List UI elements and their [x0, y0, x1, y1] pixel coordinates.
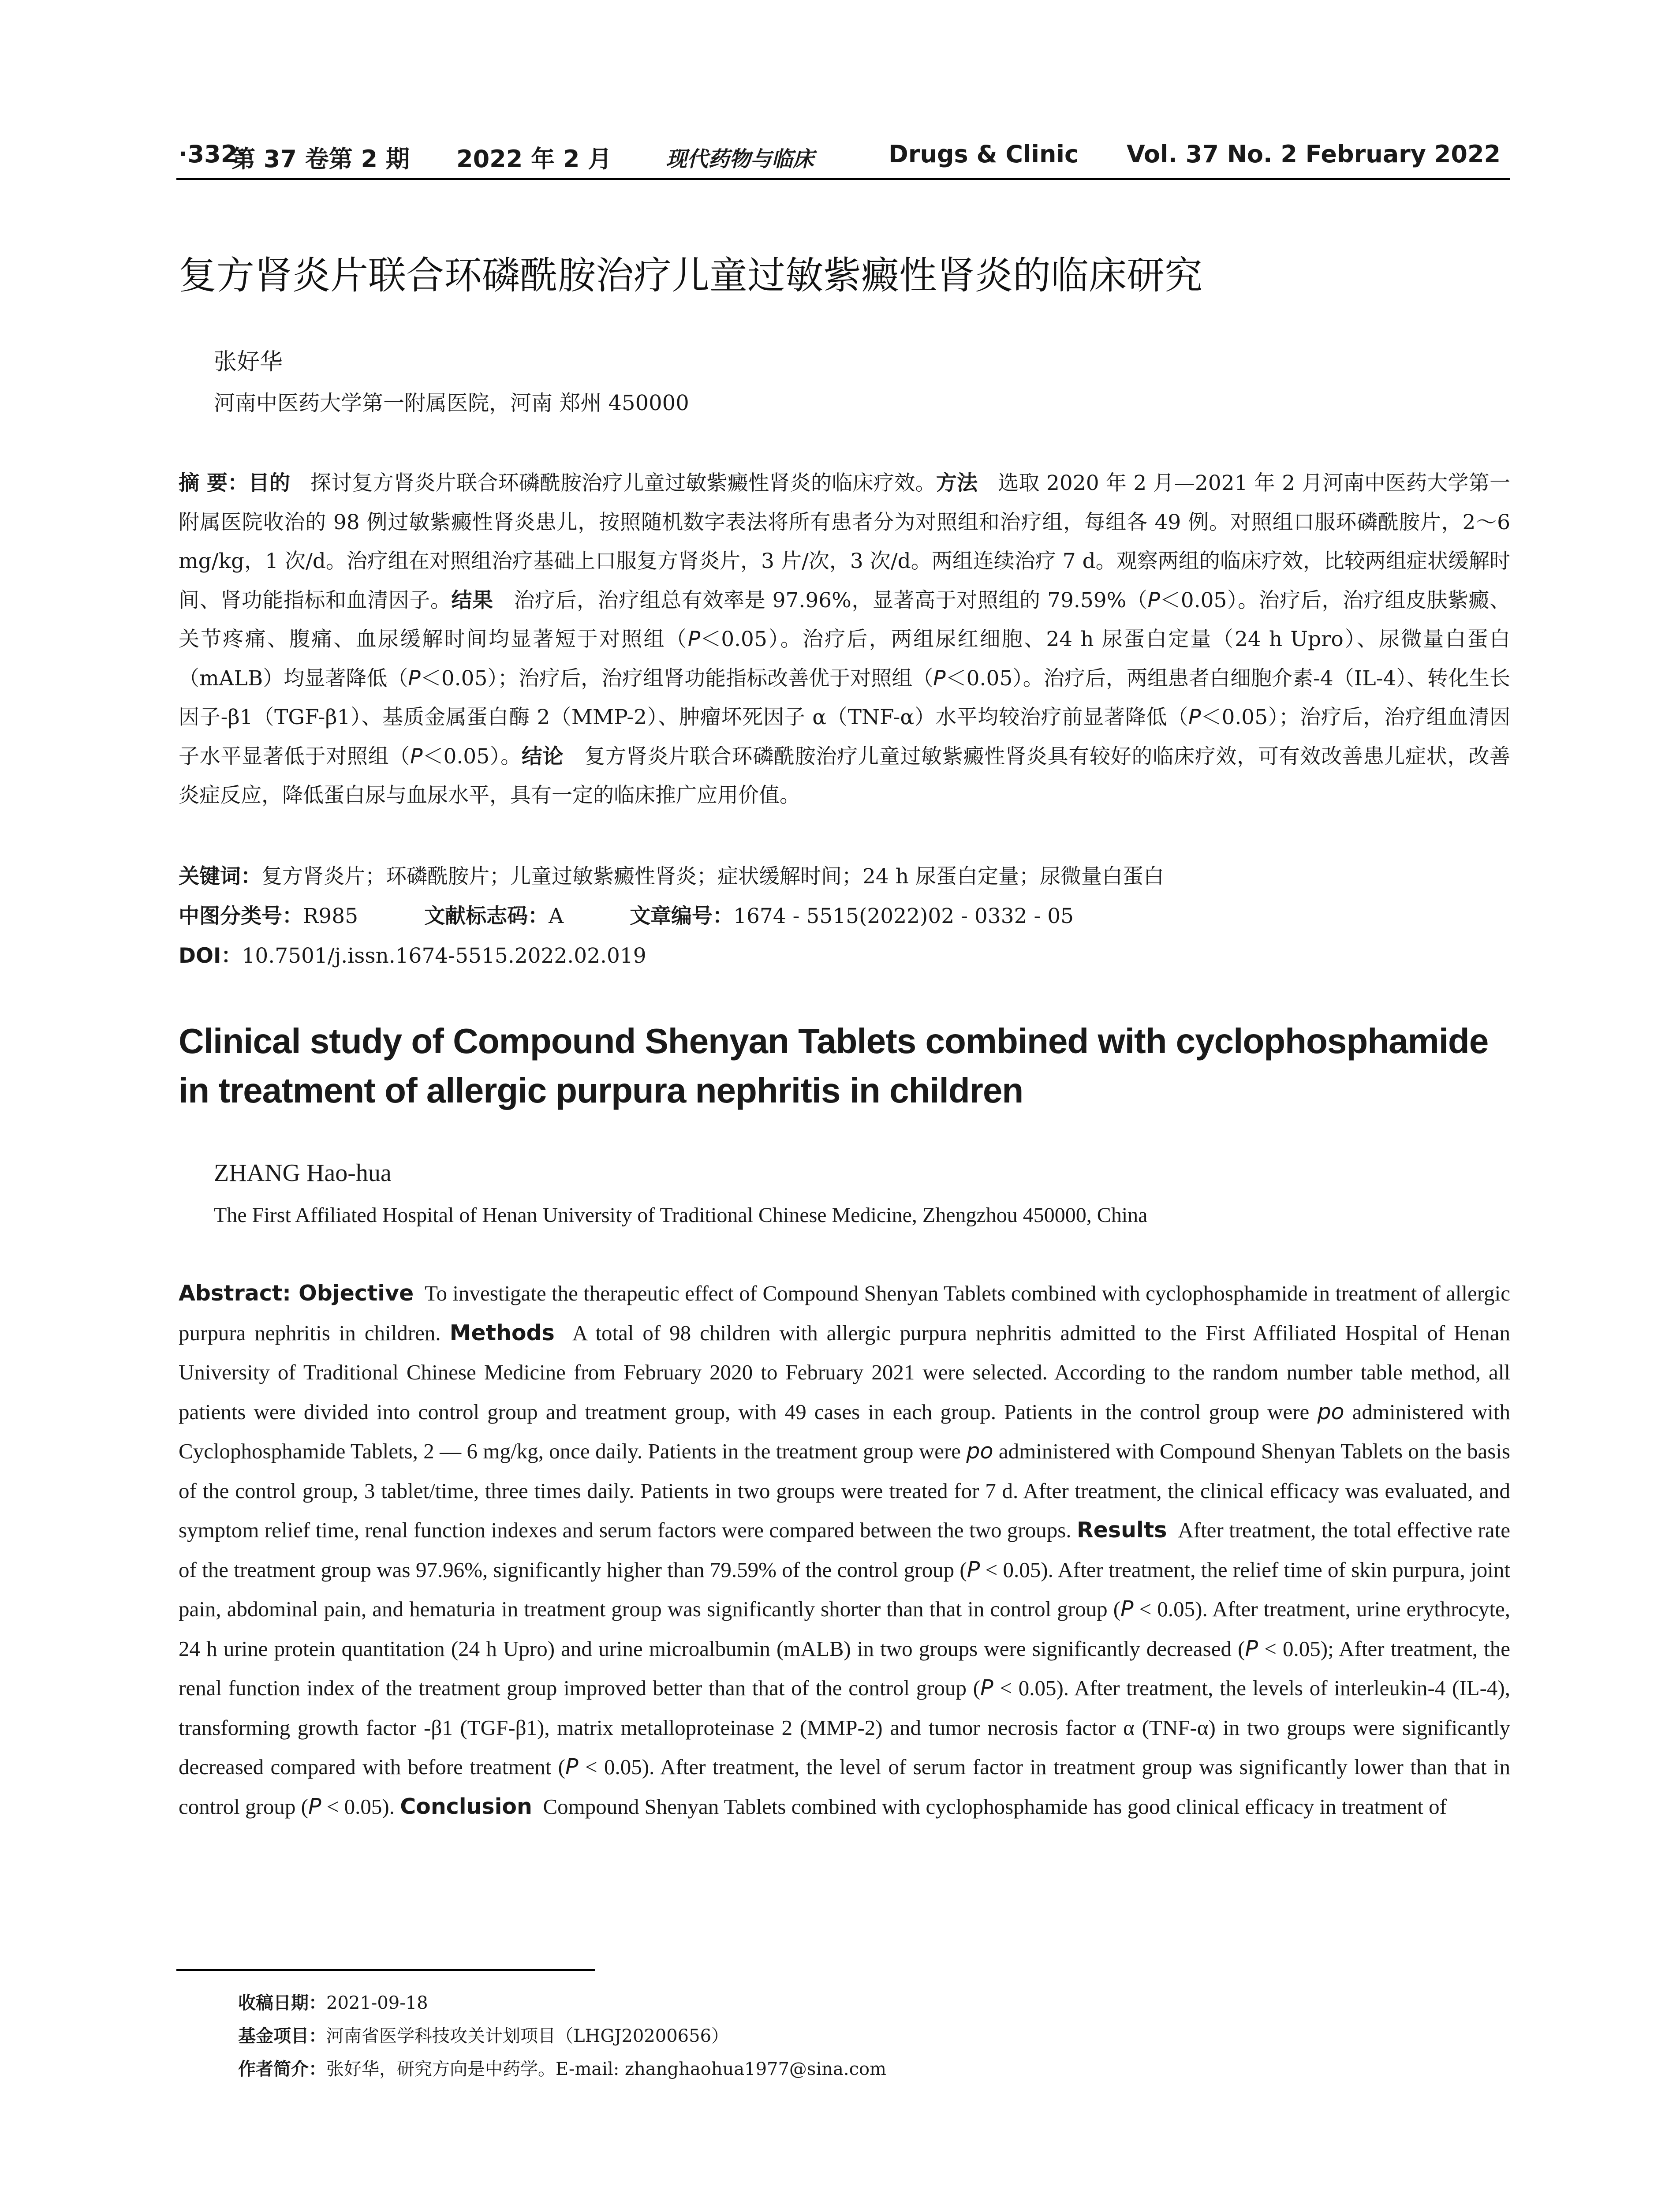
results-text-cn: ＜0.05）；治疗后，治疗组血清因子水平显著低于对照组（ — [179, 705, 1510, 769]
results-label-cn: 结果 — [451, 588, 493, 613]
page-number: ·332· — [179, 140, 246, 168]
title-line-2: in treatment of allergic purpura nephritis in children — [179, 1071, 1023, 1110]
abstract-label-en: Abstract: Objective — [179, 1281, 414, 1306]
p-value-symbol: P — [687, 627, 701, 651]
methods-text-en: A total of 98 children with allergic purpura nephritis admitted to the First Affiliated Hospital of Henan University of Traditional Chinese Medicine from February 2020 to February 2021 were selected. According to the random number table method, all patients were divided into control group and treatment group, with 49 cases in each group. Patients in the control group were — [179, 1320, 1510, 1424]
fund-value: 河南省医学科技攻关计划项目（LHGJ20200656） — [326, 2026, 729, 2046]
doc-code-value: A — [549, 904, 564, 928]
methods-label-cn: 方法 — [936, 471, 978, 495]
received-label: 收稿日期： — [238, 1993, 326, 2013]
p-value-symbol: P — [408, 666, 421, 691]
volume-cn: 第 37 卷第 2 期 — [231, 145, 410, 173]
p-value-symbol: P — [933, 666, 946, 691]
methods-text-en: administered with Compound Shenyan Tablets on the basis of the control group, 3 tablet/time, three times daily. Patients in two groups were treated for 7 d. After treatment, the clinical efficacy was evaluated, and symptom relief time, renal function indexes and serum factors were compared between the two groups. — [179, 1439, 1511, 1542]
p-value-symbol: P — [967, 1557, 980, 1582]
p-value-symbol: P — [1147, 588, 1160, 613]
objective-label-cn: 目的 — [248, 471, 291, 495]
abstract-label-cn: 摘 要： — [179, 471, 249, 495]
footnote-received — [238, 1989, 428, 2014]
p-value-symbol: P — [1188, 705, 1201, 729]
results-text-cn: ＜0.05）。治疗后，两组患者白细胞介素-4（IL-4）、转化生长因子-β1（TGF-β1）、基质金属蛋白酶 2（MMP-2）、肿瘤坏死因子 α（TNF-α）水平均较治疗前显著降低（ — [179, 666, 1510, 729]
results-label-en: Results — [1077, 1517, 1167, 1543]
abstract-cn — [179, 464, 1510, 815]
bio-value: 张好华，研究方向是中药学。E-mail: zhanghaohua1977@sina.com — [326, 2059, 886, 2079]
results-text-en: < 0.05). — [326, 1794, 395, 1819]
objective-text-en: To investigate the therapeutic effect of Compound Shenyan Tablets combined with cyclophosphamide in treatment of allergic purpura nephritis in children. — [179, 1281, 1510, 1345]
p-value-symbol: P — [980, 1675, 993, 1700]
doi-value: 10.7501/j.issn.1674-5515.2022.02.019 — [242, 944, 646, 968]
results-text-cn: ＜0.05）。治疗后，两组尿红细胞、24 h 尿蛋白定量（24 h Upro）、尿微量白蛋白（mALB）均显著降低（ — [179, 627, 1511, 691]
keywords-cn — [179, 860, 1164, 889]
results-text-en: After treatment, the total effective rate of the treatment group was 97.96%, significantly higher than 79.59% of the control group ( — [179, 1518, 1510, 1582]
conclusion-label-en: Conclusion — [400, 1794, 532, 1819]
results-text-en: < 0.05). After treatment, urine erythrocyte, 24 h urine protein quantitation (24 h Upro) and urine microalbumin (mALB) in two groups were significantly decreased ( — [179, 1597, 1510, 1661]
journal-name-cn: 现代药物与临床 — [666, 147, 814, 172]
objective-text-cn: 探讨复方肾炎片联合环磷酰胺治疗儿童过敏紫癜性肾炎的临床疗效。 — [310, 471, 936, 495]
results-text-cn: 治疗后，治疗组总有效率是 97.96%，显著高于对照组的 79.59%（ — [514, 588, 1148, 613]
conclusion-text-en: Compound Shenyan Tablets combined with cyclophosphamide has good clinical efficacy in treatment of — [543, 1794, 1447, 1819]
conclusion-text-cn: 复方肾炎片联合环磷酰胺治疗儿童过敏紫癜性肾炎具有较好的临床疗效，可有效改善患儿症状，改善炎症反应，降低蛋白尿与血尿水平，具有一定的临床推广应用价值。 — [179, 744, 1511, 807]
article-title-en — [179, 1017, 1519, 1115]
results-text-en: < 0.05); After treatment, the renal function index of the treatment group improved better than that of the control group ( — [179, 1636, 1510, 1700]
keywords-text-cn: 复方肾炎片；环磷酰胺片；儿童过敏紫癜性肾炎；症状缓解时间；24 h 尿蛋白定量；尿微量白蛋白 — [261, 864, 1164, 889]
bio-label: 作者简介： — [238, 2059, 326, 2079]
results-text-en: < 0.05). After treatment, the level of serum factor in treatment group was significantly lower than that in control group ( — [179, 1755, 1511, 1819]
keywords-label-cn: 关键词： — [179, 864, 261, 889]
results-text-cn: ＜0.05）。 — [422, 744, 522, 769]
received-value: 2021-09-18 — [326, 1993, 428, 2013]
results-text-cn: ＜0.05）；治疗后，治疗组肾功能指标改善优于对照组（ — [420, 666, 933, 691]
methods-text-en: administered with Cyclophosphamide Tablets, 2 — 6 mg/kg, once daily. Patients in the treatment group were — [179, 1399, 1511, 1463]
author-cn: 张好华 — [214, 349, 283, 375]
p-value-symbol: P — [308, 1794, 321, 1819]
results-text-en: < 0.05). After treatment, the relief time of skin purpura, joint pain, abdominal pain, and hematuria in treatment group was significantly shorter than that in control group ( — [179, 1557, 1510, 1621]
results-text-cn: ＜0.05）。治疗后，治疗组皮肤紫癜、关节疼痛、腹痛、血尿缓解时间均显著短于对照组（ — [179, 588, 1510, 651]
running-header — [179, 140, 1510, 176]
date-cn: 2022 年 2 月 — [456, 145, 612, 173]
article-title-cn: 复方肾炎片联合环磷酰胺治疗儿童过敏紫癜性肾炎的临床研究 — [179, 254, 1202, 298]
p-value-symbol: P — [1245, 1636, 1258, 1661]
affiliation-en: The First Affiliated Hospital of Henan University of Traditional Chinese Medicine, Zhengzhou 450000, China — [214, 1203, 1148, 1227]
po-abbrev: po — [966, 1439, 993, 1464]
fund-label: 基金项目： — [238, 2026, 326, 2046]
p-value-symbol: P — [410, 744, 423, 769]
volume-en: Vol. 37 No. 2 February 2022 — [1127, 140, 1501, 168]
classification-line — [179, 900, 1074, 929]
article-no-label: 文章编号： — [630, 904, 734, 928]
p-value-symbol: P — [565, 1754, 579, 1779]
po-abbrev: po — [1317, 1399, 1344, 1424]
methods-label-en: Methods — [449, 1320, 555, 1345]
doc-code-label: 文献标志码： — [424, 904, 549, 928]
doi-line — [179, 939, 646, 969]
clc-value: R985 — [303, 904, 358, 928]
abstract-en — [179, 1274, 1510, 1826]
methods-text-cn: 选取 2020 年 2 月—2021 年 2 月河南中医药大学第一附属医院收治的 98 例过敏紫癜性肾炎患儿，按照随机数字表法将所有患者分为对照组和治疗组，每组各 49 例。对照组口服环磷酰胺片，2～6 mg/kg，1 次/d。治疗组在对照组治疗基础上口服复方肾炎片，3 片/次，3 次/d。两组连续治疗 7 d。观察两组的临床疗效，比较两组症状缓解时间、肾功能指标和血清因子。 — [179, 471, 1511, 613]
article-no-value: 1674 - 5515(2022)02 - 0332 - 05 — [733, 904, 1074, 928]
header-rule — [176, 178, 1510, 180]
footnote-fund — [238, 2022, 729, 2047]
conclusion-label-cn: 结论 — [521, 744, 564, 769]
title-line-1: Clinical study of Compound Shenyan Tablets combined with cyclophosphamide — [179, 1021, 1489, 1061]
footnote-author-bio — [238, 2055, 886, 2080]
affiliation-cn: 河南中医药大学第一附属医院，河南 郑州 450000 — [214, 391, 689, 415]
footnote-rule — [176, 1969, 595, 1971]
results-text-en: < 0.05). After treatment, the levels of interleukin-4 (IL-4), transforming growth factor -β1 (TGF-β1), matrix metalloproteinase 2 (MMP-2) and tumor necrosis factor α (TNF-α) in two groups were significantly decreased compared with before treatment ( — [179, 1676, 1510, 1779]
journal-name-en: Drugs & Clinic — [889, 140, 1079, 168]
author-en: ZHANG Hao-hua — [214, 1159, 392, 1187]
clc-label: 中图分类号： — [179, 904, 303, 928]
p-value-symbol: P — [1120, 1596, 1134, 1622]
doi-label: DOI： — [179, 944, 242, 968]
